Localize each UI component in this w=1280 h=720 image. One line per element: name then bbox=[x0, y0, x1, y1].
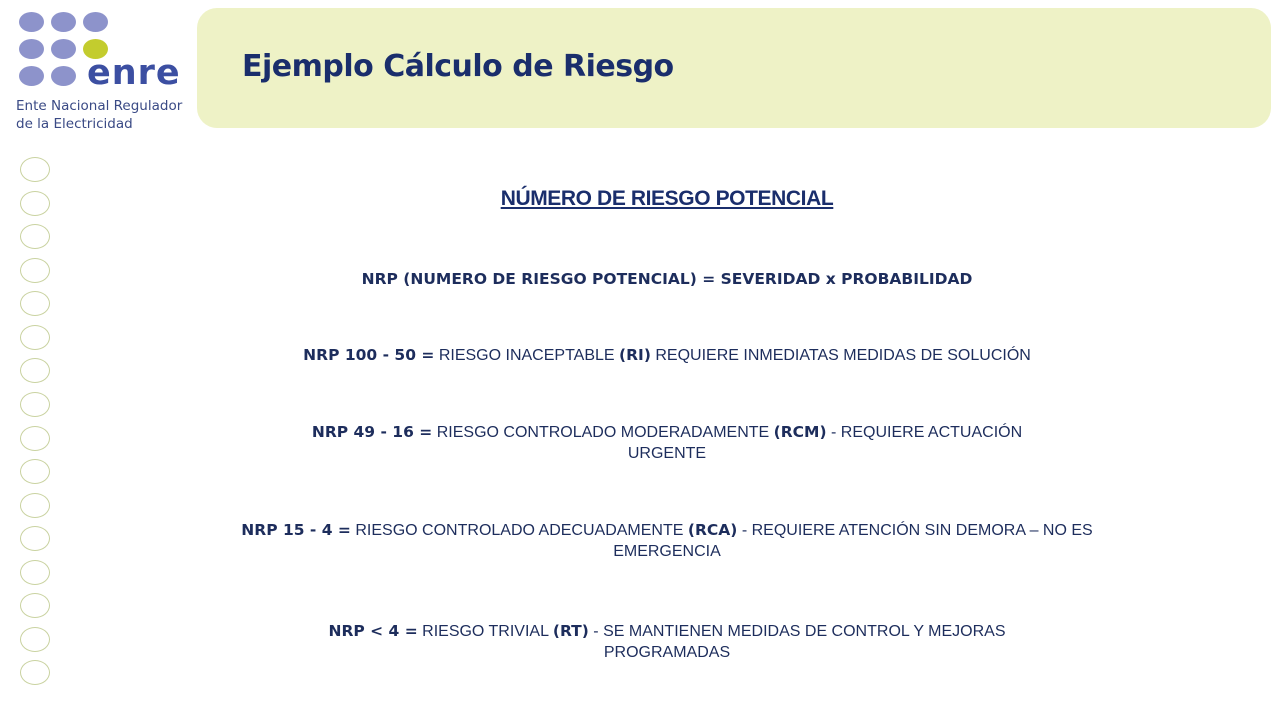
decorative-circle bbox=[20, 459, 50, 484]
risk-desc: RIESGO TRIVIAL bbox=[422, 623, 549, 640]
risk-action: REQUIERE ACTUACIÓN URGENTE bbox=[627, 424, 1023, 462]
risk-code: (RCM) bbox=[773, 423, 827, 441]
decorative-circle bbox=[20, 660, 50, 685]
decorative-circle bbox=[20, 493, 50, 518]
risk-separator: - bbox=[593, 623, 599, 640]
decorative-circle bbox=[20, 392, 50, 417]
decorative-circle bbox=[20, 157, 50, 182]
risk-desc: RIESGO CONTROLADO MODERADAMENTE bbox=[436, 424, 770, 441]
risk-desc: RIESGO INACEPTABLE bbox=[438, 347, 615, 364]
decorative-circle bbox=[20, 258, 50, 283]
risk-level-rca bbox=[200, 520, 1134, 562]
logo-wordmark: enre bbox=[87, 53, 181, 93]
decorative-circle bbox=[20, 526, 50, 551]
logo-dot bbox=[51, 39, 76, 59]
decorative-circle bbox=[20, 593, 50, 618]
risk-range: NRP 15 - 4 = bbox=[241, 521, 351, 539]
logo-dot bbox=[51, 12, 76, 32]
risk-action: SE MANTIENEN MEDIDAS DE CONTROL Y MEJORAS PROGRAMADAS bbox=[603, 623, 1006, 661]
org-name bbox=[16, 97, 196, 133]
logo-dot bbox=[83, 12, 108, 32]
risk-code: (RT) bbox=[552, 622, 589, 640]
logo-dot bbox=[51, 66, 76, 86]
risk-action: REQUIERE ATENCIÓN SIN DEMORA – NO ES EMERGENCIA bbox=[613, 522, 1093, 560]
enre-logo bbox=[16, 10, 196, 135]
decorative-circle bbox=[20, 325, 50, 350]
title-banner bbox=[197, 8, 1271, 128]
risk-range: NRP 49 - 16 = bbox=[311, 423, 433, 441]
formula-line: NRP (NUMERO DE RIESGO POTENCIAL) = SEVERIDAD x PROBABILIDAD bbox=[361, 270, 973, 288]
decorative-circle bbox=[20, 191, 50, 216]
risk-separator: - bbox=[741, 522, 748, 539]
decorative-circle bbox=[20, 224, 50, 249]
slide-title: Ejemplo Cálculo de Riesgo bbox=[242, 49, 674, 84]
risk-desc: RIESGO CONTROLADO ADECUADAMENTE bbox=[355, 522, 684, 539]
decorative-circle bbox=[20, 358, 50, 383]
risk-range: NRP 100 - 50 = bbox=[303, 346, 435, 364]
decorative-circle bbox=[20, 627, 50, 652]
risk-level-rcm bbox=[200, 422, 1134, 464]
risk-code: (RI) bbox=[619, 346, 651, 364]
decorative-circle bbox=[20, 291, 50, 316]
risk-separator: - bbox=[831, 424, 837, 441]
risk-code: (RCA) bbox=[687, 521, 738, 539]
decorative-circle bbox=[20, 426, 50, 451]
risk-action: REQUIERE INMEDIATAS MEDIDAS DE SOLUCIÓN bbox=[655, 347, 1031, 364]
risk-level-rt bbox=[200, 621, 1134, 663]
logo-dot bbox=[19, 12, 44, 32]
org-name-line1: Ente Nacional Regulador bbox=[16, 98, 183, 114]
logo-dot bbox=[19, 39, 44, 59]
risk-level-ri bbox=[200, 345, 1134, 366]
risk-range: NRP < 4 = bbox=[328, 622, 418, 640]
org-name-line2: de la Electricidad bbox=[16, 116, 133, 132]
section-heading: NÚMERO DE RIESGO POTENCIAL bbox=[500, 187, 834, 210]
logo-dot bbox=[19, 66, 44, 86]
decorative-circle bbox=[20, 560, 50, 585]
